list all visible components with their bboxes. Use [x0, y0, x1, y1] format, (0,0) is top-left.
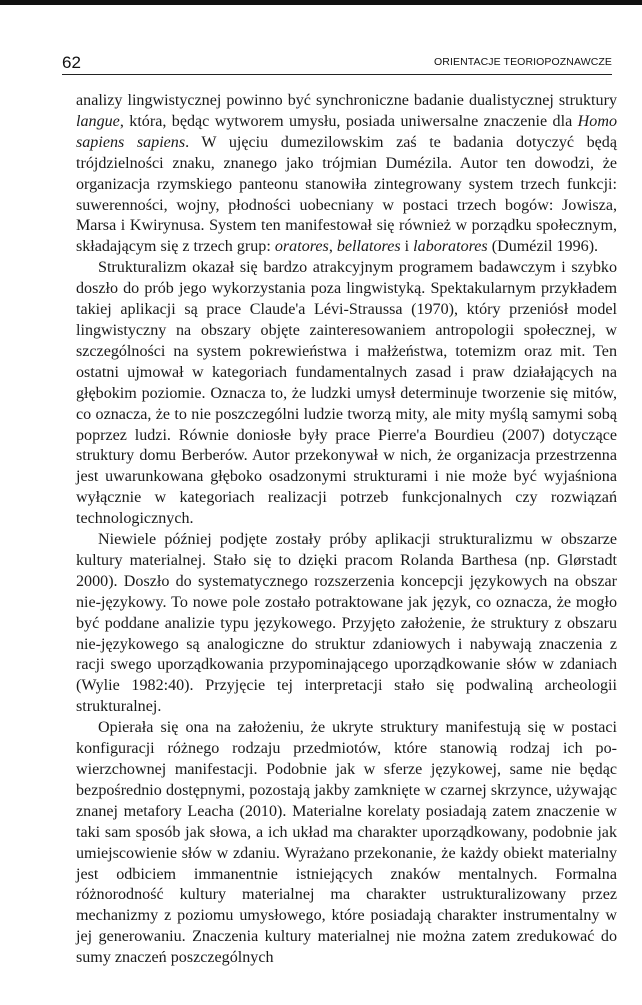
text-run: (Dumézil 1996). — [487, 238, 599, 256]
body-text — [76, 91, 617, 969]
header-rule — [62, 74, 612, 75]
italic-term: oratores — [274, 238, 329, 256]
text-run: i — [400, 238, 414, 256]
paragraph — [76, 718, 617, 969]
text-run: , — [328, 238, 337, 256]
paragraph — [76, 91, 617, 258]
page-number: 62 — [62, 53, 81, 72]
text-run: , która, będąc wytworem umysłu, posiada uniwersalne znaczenie dla — [119, 112, 578, 130]
text-run: Niewiele później podjęte zostały próby aplikacji strukturalizmu w obszarze kultury materialnej. Stało się to dzięki pracom Rolanda Barthesa (np. Glørstadt 2000). Doszło do systematycznego rozszerzenia koncepcji językowych na obszar nie-językowy. To nowe pole zostało potraktowane jak język, co oznacza, że mogło być poddane analizie typu językowego. Przyjęto założenie, że struktury z obszaru nie-językowego są analogiczne do struktur zdaniowych i nabywają znaczenia z racji swego uporządkowania przypominającego uporządkowanie słów w zdaniach (Wylie 1982:40). Przyjęcie tej interpretacji stało się podwaliną archeologii strukturalnej. — [76, 531, 617, 716]
text-run: . W ujęciu dumezilowskim zaś te badania dotyczyć będą trójdzielności znaku, znanego jako trójmian Dumézila. Autor ten dowodzi, że organizacja rzymskiego panteonu stanowiła zintegrowany system trzech funkcji: suwerenności, wojny, płodności uobecniany w postaci trzech bogów: Jowisza, Marsa i Kwirynusa. System ten manifestował się również w porządku społecznym, składającym się z trzech grup: — [76, 133, 617, 256]
paragraph — [76, 530, 617, 718]
italic-term: laboratores — [413, 238, 488, 256]
text-run: Strukturalizm okazał się bardzo atrakcyjnym programem badawczym i szybko doszło do prób jego wykorzystania poza lingwistyką. Spektakularnym przykładem takiej aplikacji są prace Claude'a Lévi-Straussa (1970), który przeniósł model lingwistyczny na obszary objęte zainteresowaniem antropologii społecznej, w szczególności na system pokrewieństwa i małżeństwa, totemizm oraz mit. Ten ostatni ujmował w kategoriach fundamentalnych zasad i praw działających na głębokim poziomie. Oznacza to, że ludzki umysł determinuje tworzenie się mitów, co oznacza, że to nie poszczególni ludzie tworzą mity, ale mity myślą samymi sobą poprzez ludzi. Równie doniosłe były prace Pierre'a Bourdieu (2007) dotyczące struktury domu Berberów. Autor przekonywał w nich, że organizacja przestrzenna jest uwarunkowana głęboko osadzonymi strukturami i nie może być wyjaśniona wyłącznie w kategoriach realizacji potrzeb funkcjonalnych czy rozwiązań technologicznych. — [76, 259, 617, 528]
running-head: ORIENTACJE TEORIOPOZNAWCZE — [434, 56, 612, 68]
italic-term: bellatores — [336, 238, 401, 256]
top-border-rule — [0, 0, 642, 5]
paragraph — [76, 258, 617, 530]
italic-term: langue — [76, 112, 120, 130]
text-run: analizy lingwistycznej powinno być synchroniczne badanie dualistycznej struktury — [76, 92, 617, 109]
text-run: Opierała się ona na założeniu, że ukryte struktury manifestują się w postaci konfiguracji różnego rodzaju przedmiotów, które stanowią rodzaj ich powierzchownej manifestacji. Podobnie jak w sferze językowej, same nie będąc bezpośrednio dostępnymi, pozostają jakby zamknięte w czarnej skrzynce, używając znanej metafory Leacha (2010). Materialne korelaty posiadają zatem znaczenie w taki sam sposób jak słowa, a ich układ ma charakter uporządkowany, podobnie jak umiejscowienie słów w zdaniu. Wyrażano przekonanie, że każdy obiekt materialny jest odbiciem immanentnie istniejących znaków mentalnych. Formalna różnorodność kultury materialnej ma charakter ustrukturalizowany przez mechanizmy z poziomu umysłowego, które posiadają charakter instrumentalny w jej generowaniu. Znaczenia kultury materialnej nie można zatem zredukować do sumy znaczeń poszczególnych — [76, 719, 617, 967]
italic-term: Homo sapiens sapiens — [76, 112, 617, 151]
